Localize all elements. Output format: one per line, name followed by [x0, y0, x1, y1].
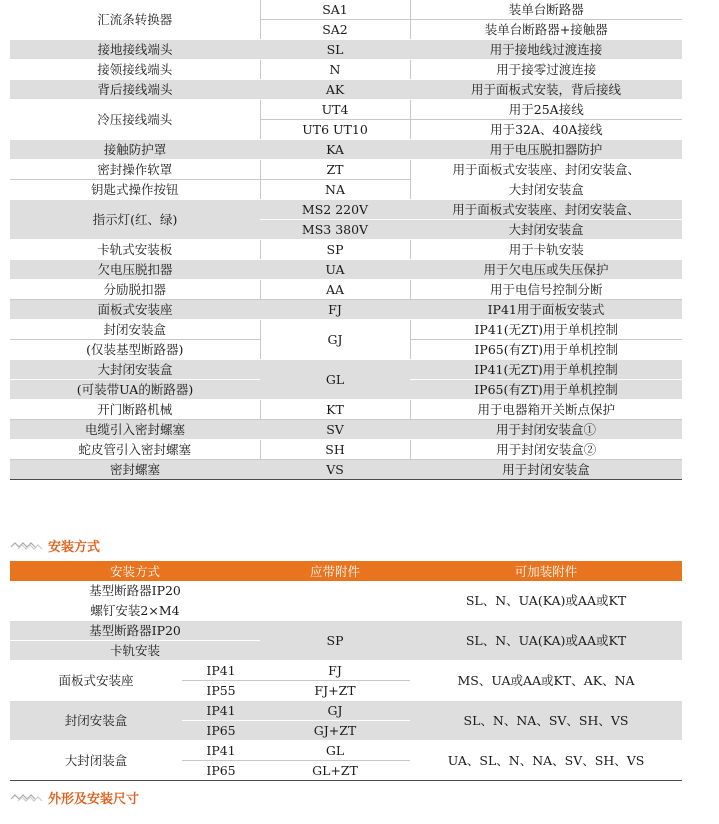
accessory-name: 接地接线端头: [10, 40, 260, 60]
accessory-code: UA: [260, 260, 410, 280]
accessory-code: MS2 220V: [260, 200, 410, 220]
accessory-desc: 用于32A、40A接线: [410, 120, 682, 140]
accessory-desc: 用于电信号控制分断: [410, 280, 682, 300]
mount-method: 面板式安装座: [10, 661, 182, 701]
column-header: 可加装附件: [410, 561, 682, 581]
accessory-desc: 用于面板式安装座、封闭安装盒、: [410, 160, 682, 180]
accessory-desc: 用于面板式安装，背后接线: [410, 80, 682, 100]
mount-required: [260, 581, 410, 621]
accessory-code: GJ: [260, 320, 410, 360]
accessory-name: 冷压接线端头: [10, 100, 260, 140]
table-row: [10, 40, 682, 60]
table-row: [10, 80, 682, 100]
accessory-desc: 用于封闭安装盒②: [410, 440, 682, 460]
accessory-name: (仅装基型断路器): [10, 340, 260, 360]
table-row: [10, 661, 682, 681]
accessory-name: 面板式安装座: [10, 300, 260, 320]
accessory-name: 钥匙式操作按钮: [10, 180, 260, 200]
accessory-name: 汇流条转换器: [10, 0, 260, 40]
table-row: [10, 260, 682, 280]
section-header-mounting: [10, 535, 100, 555]
accessory-code: NA: [260, 180, 410, 200]
mount-method: 大封闭装盒: [10, 741, 182, 781]
accessory-code: UT6 UT10: [260, 120, 410, 140]
mount-method: 卡轨安装: [10, 641, 260, 661]
ip-rating: IP41: [182, 741, 260, 761]
accessory-desc: 用于封闭安装盒①: [410, 420, 682, 440]
mounting-table: [10, 561, 682, 781]
mount-method: 螺钉安装2×M4: [10, 601, 260, 621]
column-header: 安装方式: [10, 561, 260, 581]
table-row: [10, 581, 682, 601]
accessory-desc: IP41用于面板安装式: [410, 300, 682, 320]
ip-rating: IP65: [182, 761, 260, 781]
accessory-name: 卡轨式安装板: [10, 240, 260, 260]
accessory-name: 封闭安装盒: [10, 320, 260, 340]
ip-rating: IP41: [182, 661, 260, 681]
accessory-code: KA: [260, 140, 410, 160]
accessory-name: 大封闭安装盒: [10, 360, 260, 380]
accessory-desc: IP65(有ZT)用于单机控制: [410, 380, 682, 400]
table-row: [10, 621, 682, 641]
accessory-code: AA: [260, 280, 410, 300]
accessory-desc: 用于接零过渡连接: [410, 60, 682, 80]
accessory-name: 背后接线端头: [10, 80, 260, 100]
mount-optional: MS、UA或AA或KT、AK、NA: [410, 661, 682, 701]
table-row: [10, 320, 682, 340]
accessory-code: MS3 380V: [260, 220, 410, 240]
mount-optional: SL、N、UA(KA)或AA或KT: [410, 581, 682, 621]
table-row: [10, 100, 682, 120]
table-row: [10, 420, 682, 440]
accessory-code: KT: [260, 400, 410, 420]
accessory-name: 密封螺塞: [10, 460, 260, 480]
accessory-code: SL: [260, 40, 410, 60]
column-header: 应带附件: [260, 561, 410, 581]
accessory-code: SA1: [260, 0, 410, 20]
accessory-code: GL: [260, 360, 410, 400]
table-row: [10, 701, 682, 721]
accessory-code: AK: [260, 80, 410, 100]
accessory-desc: 用于封闭安装盒: [410, 460, 682, 480]
mount-optional: SL、N、UA(KA)或AA或KT: [410, 621, 682, 661]
table-row: [10, 180, 682, 200]
accessory-code: VS: [260, 460, 410, 480]
table-row: [10, 741, 682, 761]
mount-method: 封闭安装盒: [10, 701, 182, 741]
accessory-code: SH: [260, 440, 410, 460]
accessory-desc: 用于欠电压或失压保护: [410, 260, 682, 280]
mount-optional: UA、SL、N、NA、SV、SH、VS: [410, 741, 682, 781]
section-title: 安装方式: [48, 539, 101, 555]
table-row: [10, 200, 682, 220]
mount-required: SP: [260, 621, 410, 661]
table-row: [10, 140, 682, 160]
accessory-desc: 大封闭安装盒: [410, 220, 682, 240]
accessory-desc: 用于25A接线: [410, 100, 682, 120]
table-row: [10, 0, 682, 20]
accessory-name: 开门断路机械: [10, 400, 260, 420]
ip-rating: IP55: [182, 681, 260, 701]
accessory-desc: 装单台断路器: [410, 0, 682, 20]
mount-method: 基型断路器IP20: [10, 581, 260, 601]
table-header-row: [10, 561, 682, 581]
table-row: [10, 440, 682, 460]
accessory-code: ZT: [260, 160, 410, 180]
section-header-dimensions: [10, 787, 139, 807]
accessory-name: 接领接线端头: [10, 60, 260, 80]
accessory-desc: 用于电压脱扣器防护: [410, 140, 682, 160]
accessory-code: FJ: [260, 300, 410, 320]
mount-method: 基型断路器IP20: [10, 621, 260, 641]
accessory-name: 密封操作软罩: [10, 160, 260, 180]
wave-icon: [10, 791, 44, 803]
mount-required: GL+ZT: [260, 761, 410, 781]
mount-required: GL: [260, 741, 410, 761]
mount-optional: SL、N、NA、SV、SH、VS: [410, 701, 682, 741]
accessory-desc: 用于面板式安装座、封闭安装盒、: [410, 200, 682, 220]
accessory-code: SV: [260, 420, 410, 440]
table-row: [10, 240, 682, 260]
accessory-name: (可装带UA的断路器): [10, 380, 260, 400]
accessory-code: N: [260, 60, 410, 80]
accessory-name: 电缆引入密封螺塞: [10, 420, 260, 440]
accessory-name: 蛇皮管引入密封螺塞: [10, 440, 260, 460]
accessory-desc: IP41(无ZT)用于单机控制: [410, 360, 682, 380]
section-title: 外形及安装尺寸: [48, 791, 140, 807]
ip-rating: IP65: [182, 721, 260, 741]
accessory-desc: 装单台断路器+接触器: [410, 20, 682, 40]
accessory-code: SA2: [260, 20, 410, 40]
accessories-table: [10, 0, 682, 480]
wave-icon: [10, 539, 44, 551]
table-row: [10, 280, 682, 300]
mount-required: GJ: [260, 701, 410, 721]
accessory-name: 分励脱扣器: [10, 280, 260, 300]
accessory-desc: 用于电器箱开关断点保护: [410, 400, 682, 420]
mount-required: FJ+ZT: [260, 681, 410, 701]
accessory-name: 欠电压脱扣器: [10, 260, 260, 280]
accessory-name: 接触防护罩: [10, 140, 260, 160]
mount-required: FJ: [260, 661, 410, 681]
accessory-desc: 大封闭安装盒: [410, 180, 682, 200]
accessory-desc: 用于卡轨安装: [410, 240, 682, 260]
mount-required: GJ+ZT: [260, 721, 410, 741]
table-row: [10, 400, 682, 420]
table-row: [10, 360, 682, 380]
table-row: [10, 160, 682, 180]
accessory-desc: 用于接地线过渡连接: [410, 40, 682, 60]
accessory-code: UT4: [260, 100, 410, 120]
ip-rating: IP41: [182, 701, 260, 721]
table-row: [10, 300, 682, 320]
accessory-desc: IP41(无ZT)用于单机控制: [410, 320, 682, 340]
accessory-code: SP: [260, 240, 410, 260]
table-row: [10, 60, 682, 80]
accessory-desc: IP65(有ZT)用于单机控制: [410, 340, 682, 360]
accessory-name: 指示灯(红、绿): [10, 200, 260, 240]
table-row: [10, 460, 682, 480]
